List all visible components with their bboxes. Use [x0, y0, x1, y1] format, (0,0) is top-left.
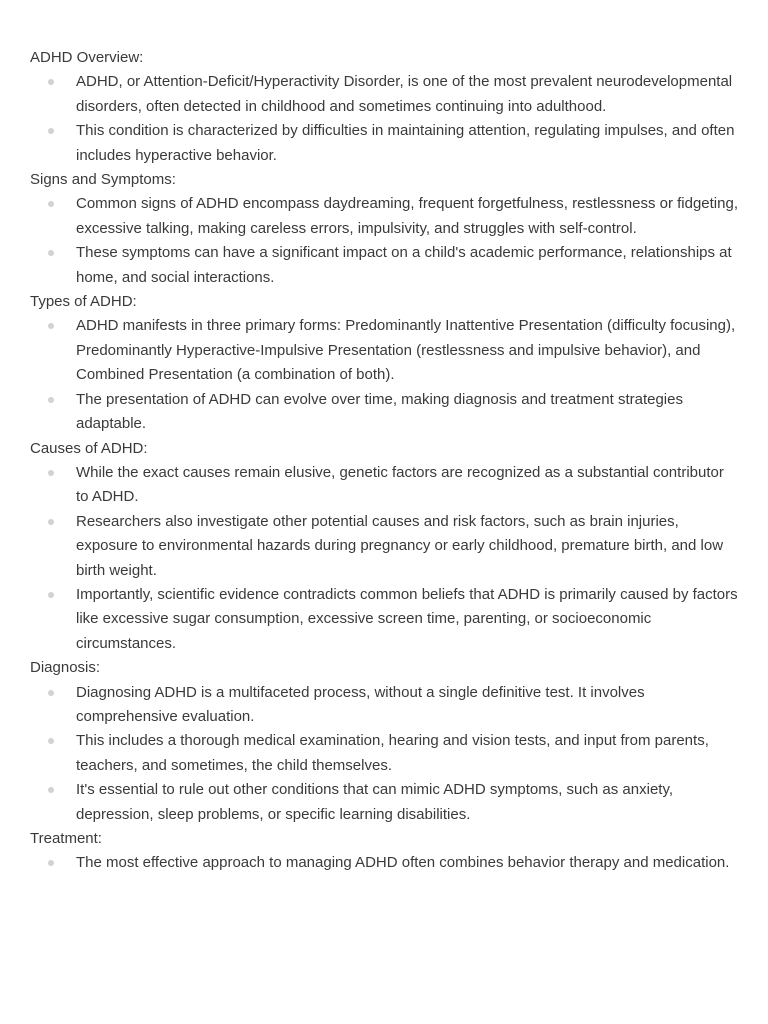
list-item: Researchers also investigate other potential causes and risk factors, such as brain injuries, exposure to environmental hazards during pregnancy or early childhood, premature birth, and low birth weight.	[76, 510, 738, 583]
bullet-list	[30, 461, 738, 656]
list-item: The presentation of ADHD can evolve over time, making diagnosis and treatment strategies adaptable.	[76, 388, 738, 437]
list-item: This condition is characterized by difficulties in maintaining attention, regulating impulses, and often includes hyperactive behavior.	[76, 119, 738, 168]
section-types	[30, 290, 738, 436]
section-heading: Signs and Symptoms:	[30, 171, 176, 189]
section-heading: ADHD Overview:	[30, 49, 144, 66]
section-heading: Treatment:	[30, 830, 102, 847]
section-heading: Causes of ADHD:	[30, 439, 148, 457]
list-item: Importantly, scientific evidence contradicts common beliefs that ADHD is primarily caused by factors like excessive sugar consumption, excessive screen time, parenting, or socioeconomic circumstances.	[76, 583, 738, 656]
list-item: ADHD manifests in three primary forms: Predominantly Inattentive Presentation (difficulty focusing), Predominantly Hyperactive-Impulsive Presentation (restlessness and impulsive behavior), and Combined Presentation (a combination of both).	[76, 314, 738, 387]
section-overview	[30, 46, 738, 168]
list-item: While the exact causes remain elusive, genetic factors are recognized as a substantial contributor to ADHD.	[76, 461, 738, 510]
section-signs-and-symptoms	[30, 168, 738, 290]
section-causes	[30, 437, 738, 657]
bullet-list	[30, 70, 738, 168]
section-diagnosis	[30, 656, 738, 827]
bullet-list	[30, 681, 738, 827]
bullet-list	[30, 851, 738, 875]
section-treatment	[30, 827, 738, 876]
section-heading: Types of ADHD:	[30, 293, 137, 311]
bullet-list	[30, 192, 738, 290]
section-heading: Diagnosis:	[30, 659, 101, 677]
list-item: Diagnosing ADHD is a multifaceted process, without a single definitive test. It involves comprehensive evaluation.	[76, 681, 738, 730]
list-item: ADHD, or Attention-Deficit/Hyperactivity Disorder, is one of the most prevalent neurodevelopmental disorders, often detected in childhood and sometimes continuing into adulthood.	[76, 70, 738, 119]
list-item: This includes a thorough medical examination, hearing and vision tests, and input from parents, teachers, and sometimes, the child themselves.	[76, 729, 738, 778]
list-item: Common signs of ADHD encompass daydreaming, frequent forgetfulness, restlessness or fidgeting, excessive talking, making careless errors, impulsivity, and struggles with self-control.	[76, 192, 738, 241]
list-item: These symptoms can have a significant impact on a child's academic performance, relationships at home, and social interactions.	[76, 241, 738, 290]
list-item: It's essential to rule out other conditions that can mimic ADHD symptoms, such as anxiety, depression, sleep problems, or specific learning disabilities.	[76, 778, 738, 827]
list-item: The most effective approach to managing ADHD often combines behavior therapy and medication.	[76, 851, 738, 875]
bullet-list	[30, 314, 738, 436]
